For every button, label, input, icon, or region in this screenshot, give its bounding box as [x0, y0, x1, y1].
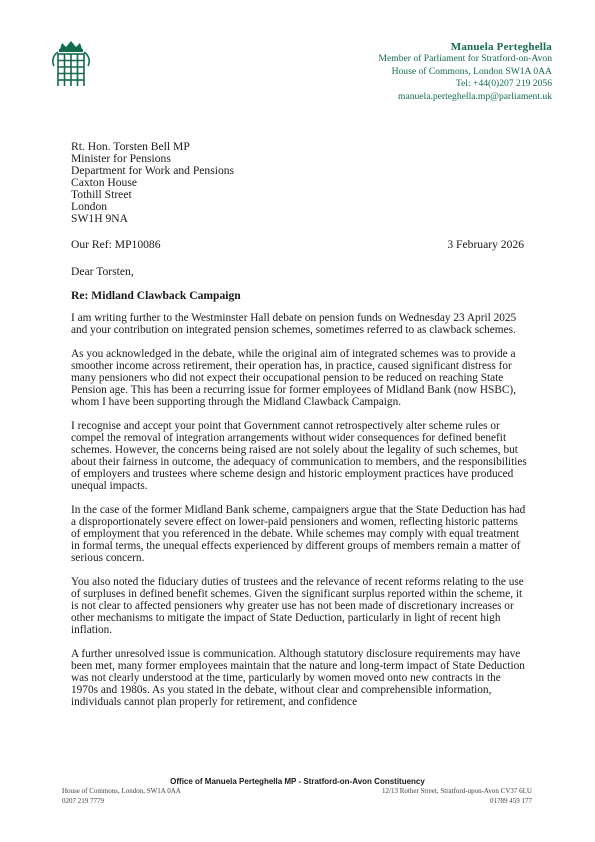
letter-body	[71, 312, 529, 720]
recipient-line: Department for Work and Pensions	[71, 164, 235, 177]
footer-westminster-phone: 0207 219 7779	[62, 797, 104, 805]
body-paragraph: I am writing further to the Westminster Hall debate on pension funds on Wednesday 23 April 2025 and your contribution on integrated pension schemes, sometimes referred to as clawback schemes.	[71, 312, 517, 336]
portcullis-logo	[50, 40, 92, 88]
body-paragraph: You also noted the fiduciary duties of trustees and the relevance of recent reforms relating to the use of surpluses in defined benefit schemes. Given the significant surplus reported within the scheme, it is not clear to affected pensioners why greater use has not been made of discretionary increases or other mechanisms to mitigate the impact of State Deduction, particularly in light of recent high inflation.	[71, 576, 524, 636]
recipient-line: SW1H 9NA	[71, 212, 129, 225]
body-paragraph: In the case of the former Midland Bank scheme, campaigners argue that the State Deduction has had a disproportionately severe effect on lower-paid pensioners and women, reflecting historic patterns of employment that you referenced in the debate. While schemes may comply with equal treatment in formal terms, the unequal effects experienced by different groups of members remain a matter of serious concern.	[71, 504, 526, 564]
body-paragraph: I recognise and accept your point that Government cannot retrospectively alter scheme rules or compel the removal of integration arrangements without wider consequences for defined benefit schemes. However, the concerns being raised are not solely about the legality of such schemes, but about their fairness in outcome, the adequacy of communication to members, and the responsibilities of employers and trustees where scheme design and historic employment practices have produced unequal impacts.	[71, 420, 527, 492]
recipient-line: London	[71, 200, 108, 213]
mp-telephone: Tel: +44(0)207 219 2056	[455, 78, 552, 90]
footer-title: Office of Manuela Perteghella MP - Stratford-on-Avon Constituency	[170, 777, 425, 786]
subject-line: Re: Midland Clawback Campaign	[71, 289, 241, 302]
recipient-line: Rt. Hon. Torsten Bell MP	[71, 140, 190, 153]
recipient-line: Minister for Pensions	[71, 152, 171, 165]
recipient-line: Tothill Street	[71, 188, 132, 201]
mp-role: Member of Parliament for Stratford-on-Avon	[378, 53, 552, 65]
body-paragraph: A further unresolved issue is communication. Although statutory disclosure requirements may have been met, many former employees maintain that the nature and long-term impact of State Deduction was not clearly understood at the time, particularly by women moved onto new contracts in the 1970s and 1980s. As you stated in the debate, without clear and comprehensible information, individuals cannot plan properly for retirement, and confidence	[71, 648, 525, 708]
mp-email: manuela.perteghella.mp@parliament.uk	[397, 90, 552, 102]
mp-address: House of Commons, London SW1A 0AA	[391, 65, 552, 77]
salutation: Dear Torsten,	[71, 265, 134, 278]
footer-constituency-address: 12/13 Rother Street, Stratford-upon-Avon CV37 6LU	[382, 787, 532, 795]
reference-number: Our Ref: MP10086	[71, 238, 161, 251]
letter-footer	[0, 777, 595, 806]
body-paragraph: As you acknowledged in the debate, while the original aim of integrated schemes was to provide a smoother income across retirement, their operation has, in practice, caused significant distress for many pensioners who did not expect their occupational pension to be reduced on reaching State Pension age. This has been a recurring issue for former employees of Midland Bank (now HSBC), whom I have been supporting through the Midland Clawback Campaign.	[71, 348, 516, 408]
mp-name: Manuela Perteghella	[450, 41, 552, 53]
footer-westminster-address: House of Commons, London, SW1A 0AA	[62, 787, 181, 795]
mp-letterhead	[232, 41, 552, 103]
letter-date: 3 February 2026	[447, 238, 524, 251]
footer-constituency-phone: 01789 459 177	[490, 797, 532, 805]
recipient-address	[71, 141, 234, 225]
reference-date-line	[71, 238, 524, 251]
recipient-line: Caxton House	[71, 176, 138, 189]
